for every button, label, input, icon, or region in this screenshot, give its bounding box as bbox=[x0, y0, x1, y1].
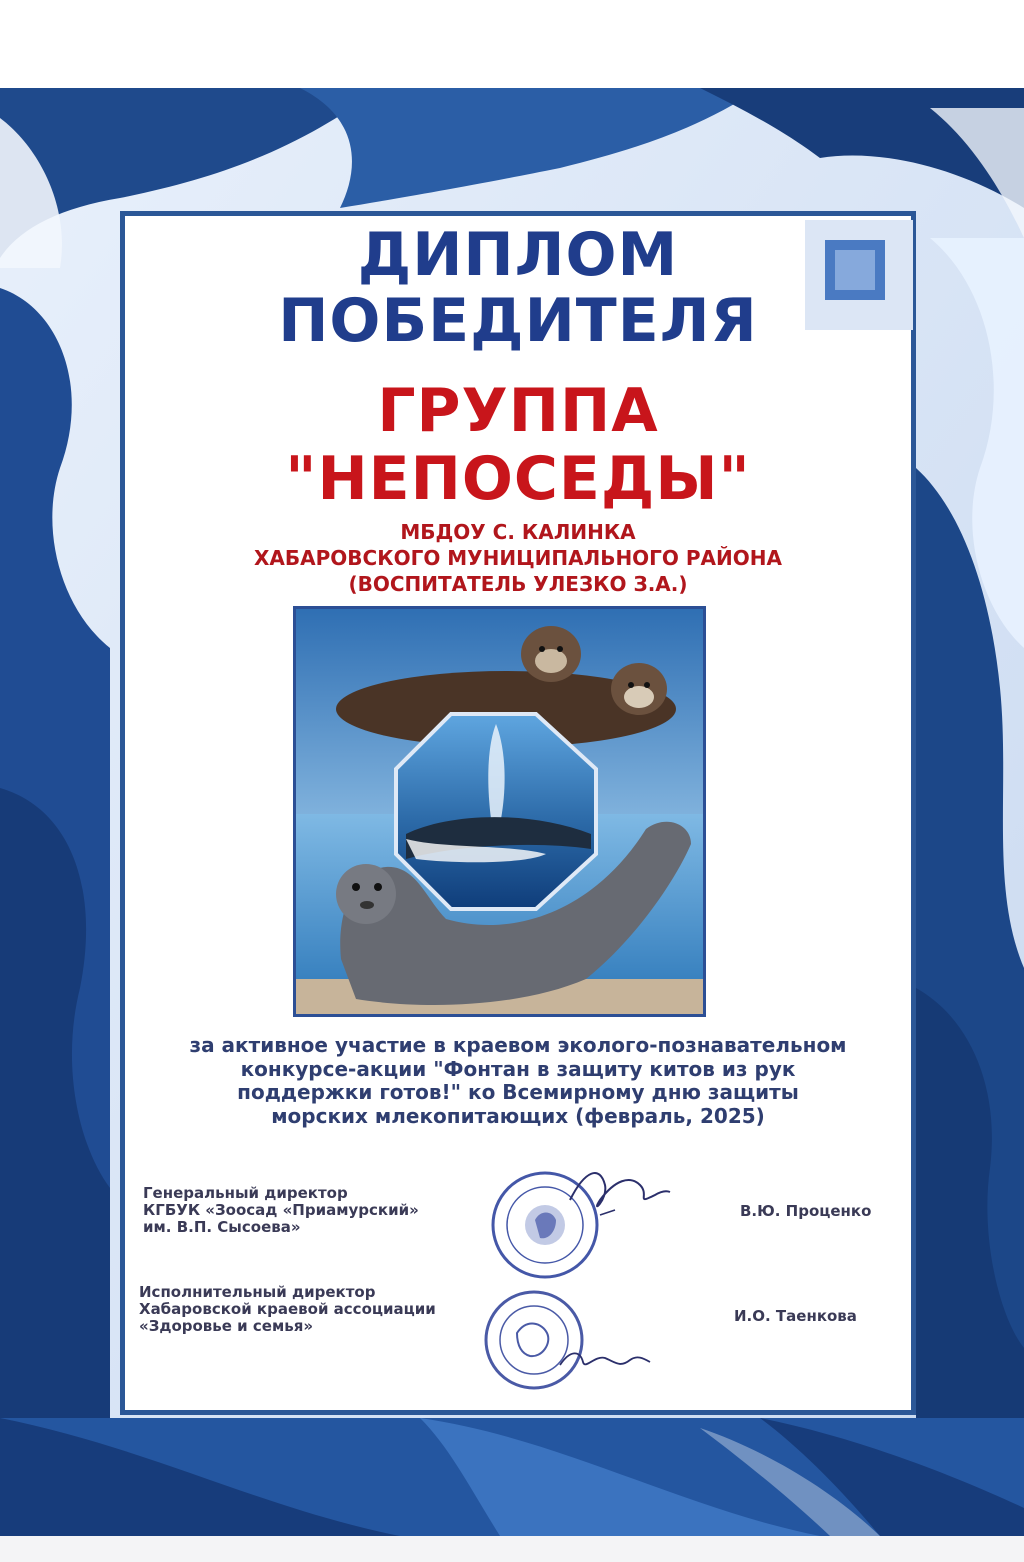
description-line: поддержки готов!" ко Всемирному дню защиты bbox=[237, 1080, 799, 1104]
position-line: «Здоровье и семья» bbox=[139, 1317, 314, 1335]
description-line: за активное участие в краевом эколого-познавательном bbox=[189, 1033, 847, 1057]
position-line: Генеральный директор bbox=[143, 1184, 348, 1202]
group-name: "НЕПОСЕДЫ" bbox=[285, 444, 751, 514]
group-label: ГРУППА bbox=[377, 376, 659, 446]
institution-line-3: (ВОСПИТАТЕЛЬ УЛЕЗКО З.А.) bbox=[348, 572, 688, 596]
position-line: КГБУК «Зоосад «Приамурский» bbox=[143, 1201, 419, 1219]
position-line: Хабаровской краевой ассоциации bbox=[139, 1300, 436, 1318]
position-line: Исполнительный директор bbox=[139, 1283, 376, 1301]
signatory-1-name: В.Ю. Проценко bbox=[740, 1202, 872, 1220]
diploma-title: ДИПЛОМ bbox=[357, 220, 679, 290]
signatory-1-position bbox=[143, 1185, 419, 1236]
marine-mammals-photo bbox=[293, 606, 706, 1017]
bottom-strip bbox=[0, 1536, 1024, 1562]
diploma-subtitle: ПОБЕДИТЕЛЯ bbox=[278, 286, 758, 356]
signature-icon bbox=[555, 1340, 655, 1380]
diploma-description bbox=[150, 1034, 886, 1128]
description-line: морских млекопитающих (февраль, 2025) bbox=[271, 1103, 765, 1128]
signatory-2-position bbox=[139, 1284, 436, 1335]
position-line: им. В.П. Сысоева» bbox=[143, 1218, 301, 1236]
institution-line-1: МБДОУ С. КАЛИНКА bbox=[400, 520, 636, 544]
description-line: конкурсе-акции "Фонтан в защиту китов из рук bbox=[240, 1056, 796, 1081]
signatory-2-name: И.О. Таенкова bbox=[734, 1307, 857, 1325]
signature-icon bbox=[560, 1160, 680, 1235]
institution-line-2: ХАБАРОВСКОГО МУНИЦИПАЛЬНОГО РАЙОНА bbox=[254, 546, 782, 570]
